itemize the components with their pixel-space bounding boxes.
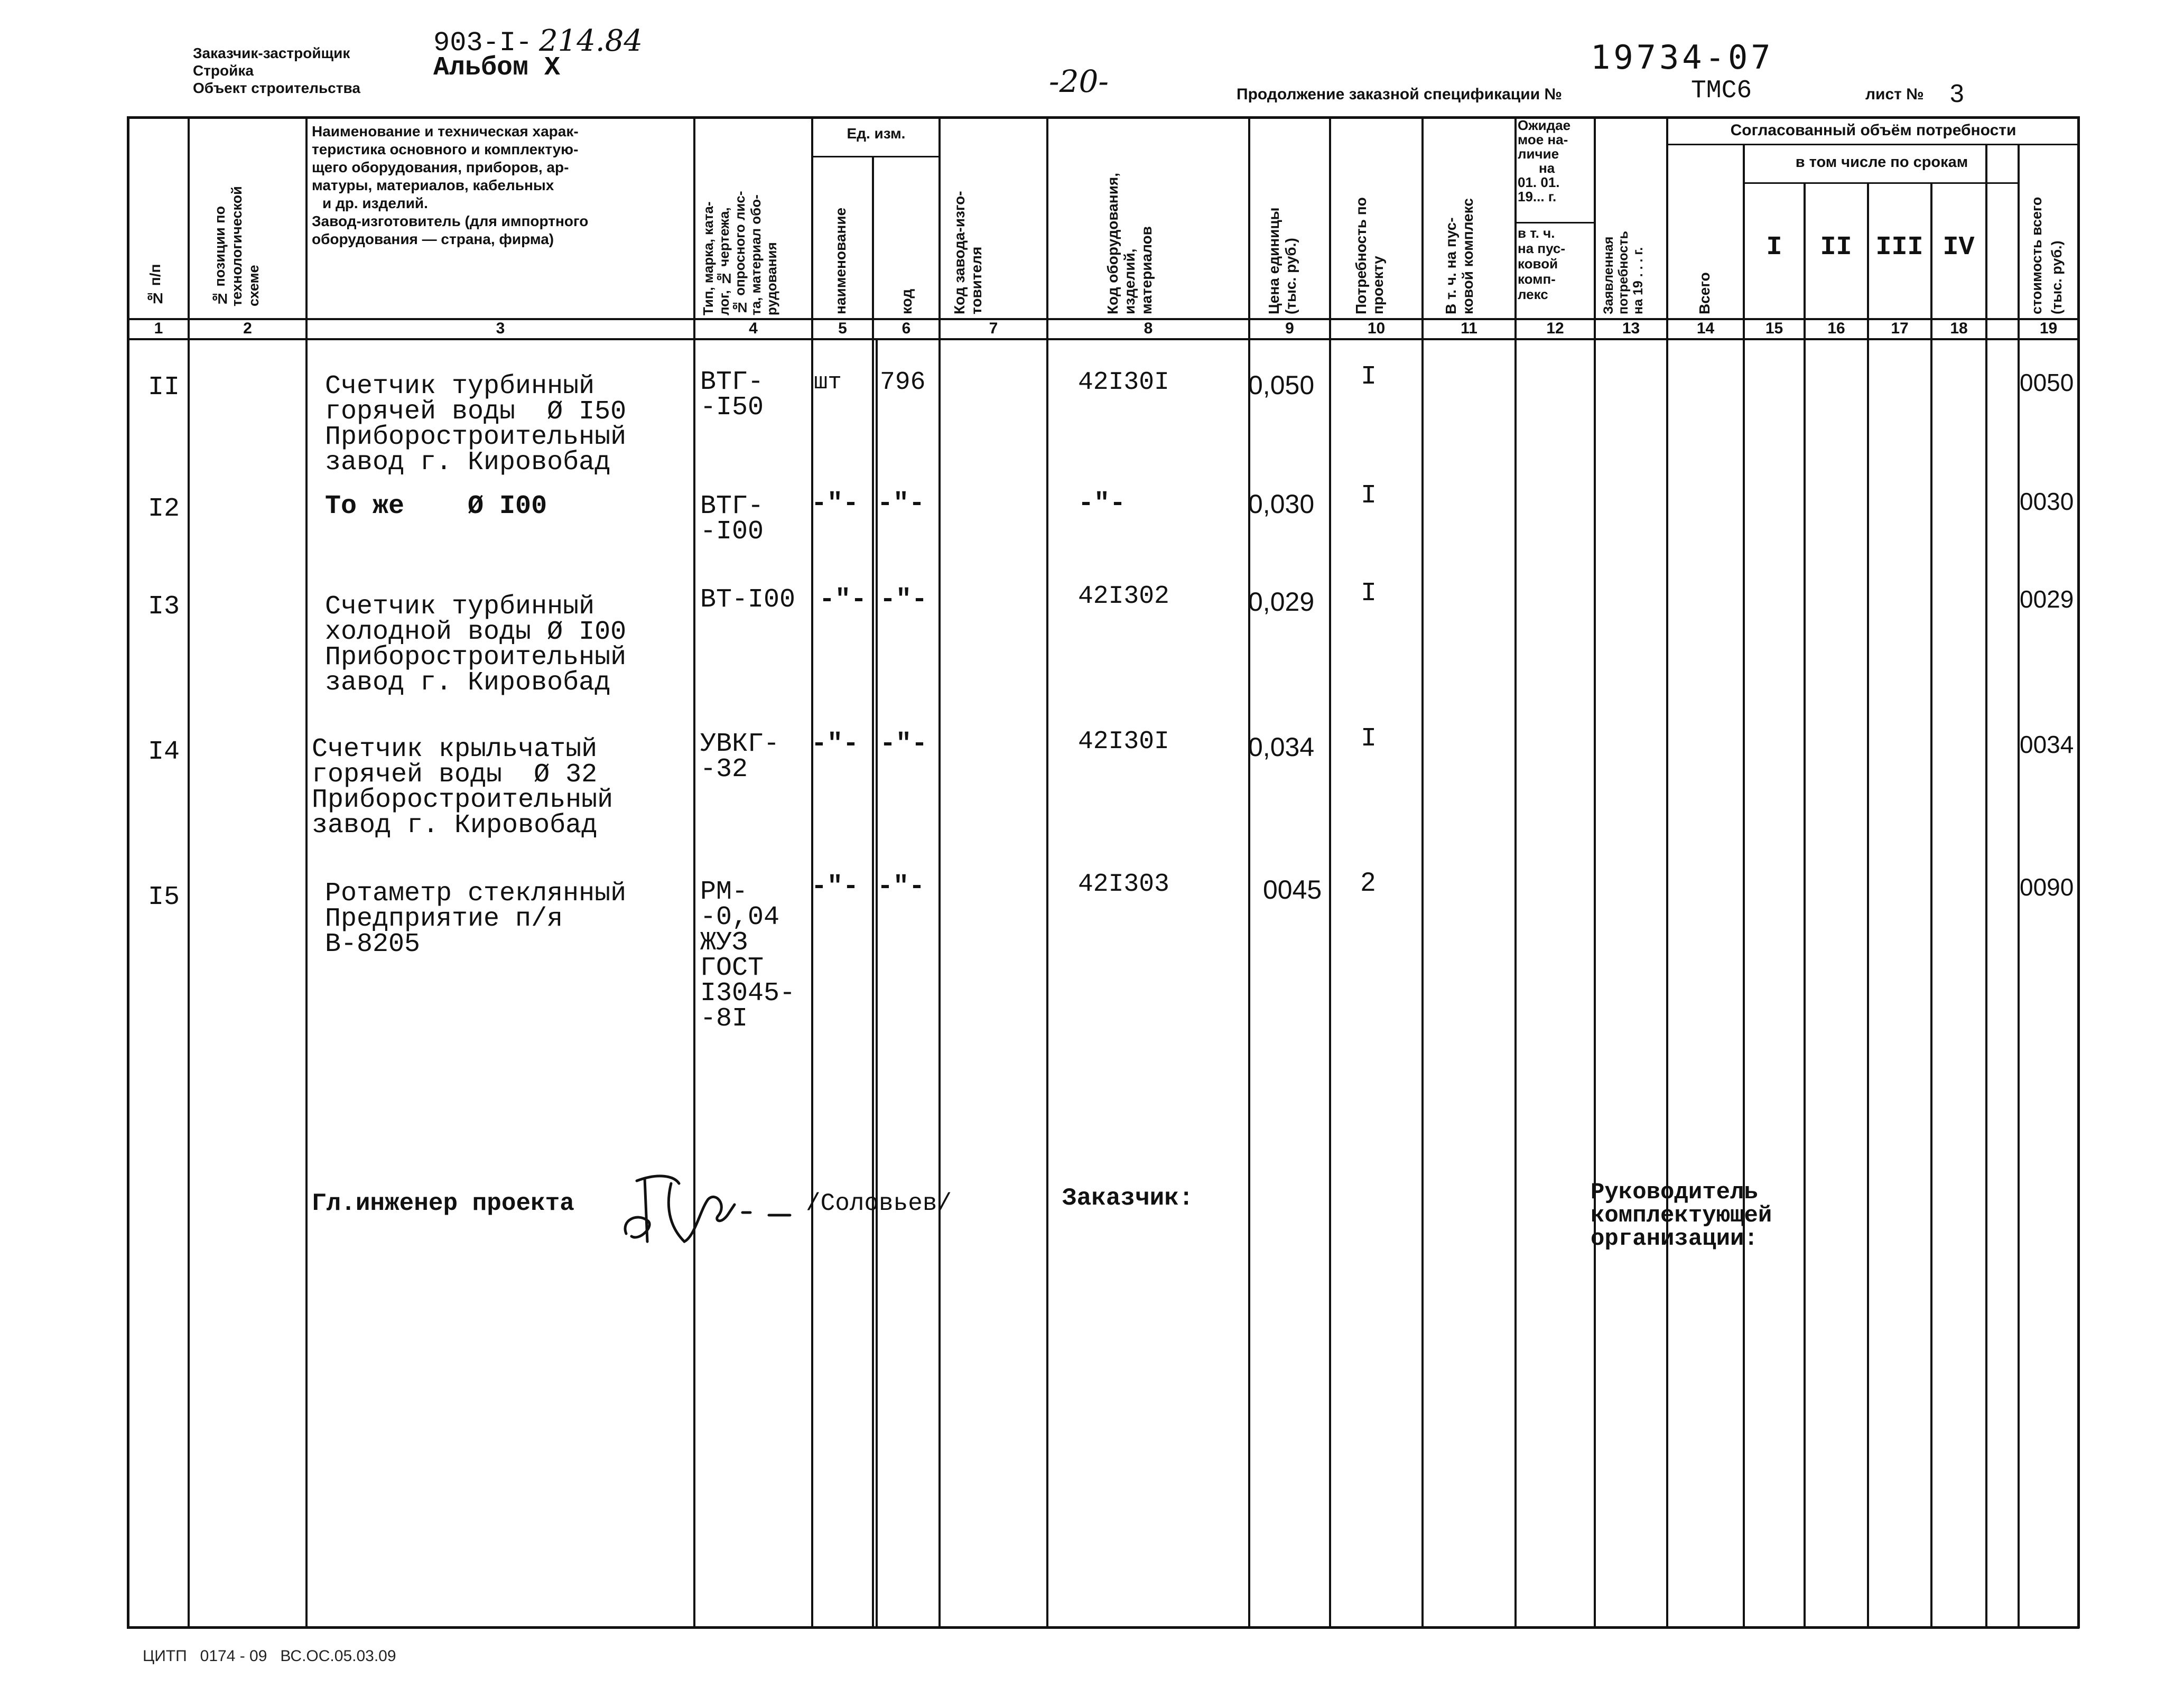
customer-signature-label: Заказчик: <box>1062 1185 1194 1212</box>
row-need: I <box>1361 481 1377 511</box>
header-col9: Цена единицы (тыс. руб.) <box>1266 207 1299 314</box>
header-col3-line: и др. изделий. <box>322 195 428 211</box>
col-line <box>872 156 874 1628</box>
chief-engineer-signature <box>616 1162 806 1252</box>
chief-engineer-name: /Соловьев/ <box>806 1190 952 1217</box>
row-unit-code: -"- <box>877 872 925 902</box>
column-number: 2 <box>243 320 252 337</box>
header-col13: Заявленная потребность на 19 . . . г. <box>1601 231 1646 314</box>
page-number: -20- <box>1049 63 1109 99</box>
supplier-head-label: Руководитель комплектующей организации: <box>1591 1179 1772 1252</box>
header-col12-line: на пус- <box>1518 240 1566 256</box>
col-line <box>938 116 941 1628</box>
row-number: I4 <box>148 737 180 767</box>
footer-imprint: ЦИТП 0174 - 09 ВС.ОС.05.03.09 <box>143 1647 396 1665</box>
row-unit-name: -"- <box>819 585 867 615</box>
row-equipment-code: 42I30I <box>1078 368 1169 397</box>
column-number: 16 <box>1827 320 1845 337</box>
row-unit-code: 796 <box>880 368 926 397</box>
unit-group-header: Ед. изм. <box>847 125 906 142</box>
row-equipment-code: -"- <box>1078 489 1126 519</box>
row-name: То же Ø I00 <box>325 491 547 521</box>
terms-group-header: в том числе по срокам <box>1795 154 1968 171</box>
column-number: 8 <box>1144 320 1153 337</box>
column-number: 17 <box>1891 320 1909 337</box>
header-col11: В т. ч. на пус- ковой комплекс <box>1443 198 1476 314</box>
column-number: 7 <box>989 320 998 337</box>
col-line <box>1594 116 1596 1628</box>
column-number: 4 <box>749 320 758 337</box>
col-line <box>1421 116 1424 1628</box>
table-top-border <box>127 116 2079 119</box>
document-number: 19734-07 <box>1591 38 1774 77</box>
header-col3-line: матуры, материалов, кабельных <box>312 177 554 193</box>
header-col12-line: мое на- <box>1518 132 1568 147</box>
col-line <box>1867 182 1869 1628</box>
album-label: Альбом X <box>433 53 561 83</box>
header-col17: III <box>1875 232 1923 263</box>
header-col3 <box>312 123 692 248</box>
col-line <box>1804 182 1806 1628</box>
row-need: I <box>1361 362 1377 392</box>
row-cost: 0090 <box>2020 873 2074 901</box>
row-type: ВТГ- -I50 <box>700 367 764 423</box>
header-col19: стоимость всего (тыс. руб.) <box>2029 197 2065 314</box>
header-col1: № п/п <box>147 264 163 306</box>
row-number: I2 <box>148 494 180 524</box>
spec-title: Продолжение заказной спецификации № <box>1237 86 1562 103</box>
column-number: 19 <box>2039 320 2058 337</box>
row-price: 0,030 <box>1248 489 1315 519</box>
header-col12-line: 01. 01. <box>1518 174 1560 190</box>
row-name: Счетчик крыльчатый горячей воды Ø 32 Приборостроительный завод г. Кировобад <box>312 734 614 841</box>
row-type: УВКГ- -32 <box>700 729 780 785</box>
row-need: I <box>1361 724 1377 754</box>
col-line <box>1514 116 1517 1628</box>
header-col12-line: Ожидае <box>1518 117 1571 133</box>
row-cost: 0030 <box>2020 488 2074 515</box>
header-col12-line: комп- <box>1518 271 1556 287</box>
col-line <box>1985 144 1987 1628</box>
header-col3-line: теристика основного и комплектую- <box>312 141 579 157</box>
colnum-bottom-border <box>127 338 2079 340</box>
column-number: 1 <box>154 320 163 337</box>
row-price: 0045 <box>1263 875 1322 905</box>
project-code-handwritten: 214.84 <box>539 24 643 58</box>
table-bottom-border <box>127 1626 2079 1629</box>
spec-code: ТМС6 <box>1691 77 1752 105</box>
row-cost: 0034 <box>2020 731 2074 758</box>
column-number: 10 <box>1367 320 1386 337</box>
header-col6: код <box>898 288 915 314</box>
object-label: Объект строительства <box>193 80 360 96</box>
row-number: I3 <box>148 592 180 622</box>
header-col15: I <box>1766 232 1782 263</box>
agreed-group-header: Согласованный объём потребности <box>1730 122 2016 139</box>
header-col10: Потребность по проекту <box>1353 197 1386 314</box>
row-number: II <box>148 372 180 403</box>
row-price: 0,050 <box>1248 370 1315 400</box>
col-line <box>1666 116 1668 1628</box>
chief-engineer-label: Гл.инженер проекта <box>312 1190 574 1217</box>
header-col18: IV <box>1943 232 1975 263</box>
col-line <box>1046 116 1048 1628</box>
header-col12-line: 19... г. <box>1518 189 1557 204</box>
row-unit-name: шт <box>814 369 842 396</box>
header-col12-top <box>1518 118 1593 204</box>
row-unit-name: -"- <box>811 872 859 902</box>
header-col4: Тип, марка, ката- лог, № чертежа, № опросного лис- та, материал обо- рудования <box>700 191 779 315</box>
header-col12-bottom <box>1518 226 1593 302</box>
column-number: 15 <box>1765 320 1783 337</box>
row-type: ВТГ- -I00 <box>700 491 764 547</box>
column-number: 9 <box>1285 320 1294 337</box>
header-col14: Всего <box>1696 272 1713 314</box>
header-col12-line: лекс <box>1518 286 1548 302</box>
header-col16: II <box>1820 232 1852 263</box>
row-price: 0,034 <box>1248 732 1315 762</box>
column-number: 18 <box>1950 320 1968 337</box>
col-line <box>2077 116 2080 1628</box>
sheet-number: 3 <box>1950 80 1964 108</box>
unit-group-divider <box>811 156 941 157</box>
expected-divider <box>1514 222 1594 223</box>
col-line <box>1248 116 1250 1628</box>
header-col5: наименование <box>832 207 849 314</box>
header-col3-line: Завод-изготовитель (для импортного <box>312 213 589 229</box>
column-number: 12 <box>1546 320 1564 337</box>
col-line <box>1329 116 1331 1628</box>
row-name: Ротаметр стеклянный Предприятие п/я В-8205 <box>325 879 627 959</box>
header-col7: Код завода-изго- товителя <box>951 191 984 314</box>
column-number: 11 <box>1461 320 1477 337</box>
row-need: I <box>1361 579 1377 609</box>
header-col3-line: оборудования — страна, фирма) <box>312 231 554 247</box>
row-name: Счетчик турбинный горячей воды Ø I50 Приборостроительный завод г. Кировобад <box>325 371 627 478</box>
header-col12-line: личие <box>1518 146 1559 162</box>
terms-group-divider <box>1743 182 2018 184</box>
header-col3-line: Наименование и техническая харак- <box>312 123 579 139</box>
col-line <box>127 116 129 1628</box>
column-number: 3 <box>496 320 505 337</box>
column-number: 5 <box>838 320 847 337</box>
row-type: ВТ-I00 <box>700 585 796 615</box>
header-col12-line: в т. ч. <box>1518 225 1555 241</box>
header-col2: № позиции по технологической схеме <box>212 186 262 306</box>
col-line <box>188 116 190 1628</box>
header-col8: Код оборудования, изделий, материалов <box>1104 172 1155 314</box>
row-number: I5 <box>148 882 180 912</box>
column-number: 13 <box>1622 320 1640 337</box>
col-line <box>693 116 695 1628</box>
column-number: 6 <box>902 320 911 337</box>
header-col12-line: ковой <box>1518 256 1558 272</box>
row-unit-code: -"- <box>880 729 928 759</box>
row-price: 0,029 <box>1248 587 1315 617</box>
sheet-label: лист № <box>1865 86 1924 103</box>
site-label: Стройка <box>193 62 254 79</box>
row-name: Счетчик турбинный холодной воды Ø I00 Приборостроительный завод г. Кировобад <box>325 592 627 698</box>
row-need: 2 <box>1361 867 1376 897</box>
col-line <box>876 338 878 1627</box>
row-unit-code: -"- <box>880 585 928 615</box>
row-cost: 0050 <box>2020 369 2074 396</box>
row-unit-code: -"- <box>877 489 925 519</box>
row-type: РМ- -0,04 ЖУЗ ГОСТ I3045- -8I <box>700 877 796 1034</box>
project-code: 903-I- <box>433 27 533 59</box>
row-equipment-code: 42I303 <box>1078 870 1169 899</box>
row-unit-name: -"- <box>811 489 859 519</box>
row-equipment-code: 42I302 <box>1078 582 1169 611</box>
row-equipment-code: 42I30I <box>1078 728 1169 756</box>
row-cost: 0029 <box>2020 585 2074 613</box>
row-unit-name: -"- <box>811 729 859 759</box>
col-line <box>305 116 308 1628</box>
customer-label: Заказчик-застройщик <box>193 45 350 61</box>
col-line <box>1743 144 1745 1628</box>
header-col12-line: на <box>1539 160 1555 176</box>
col-line <box>1930 182 1932 1628</box>
column-number: 14 <box>1696 320 1715 337</box>
header-col3-line: щего оборудования, приборов, ар- <box>312 159 569 175</box>
